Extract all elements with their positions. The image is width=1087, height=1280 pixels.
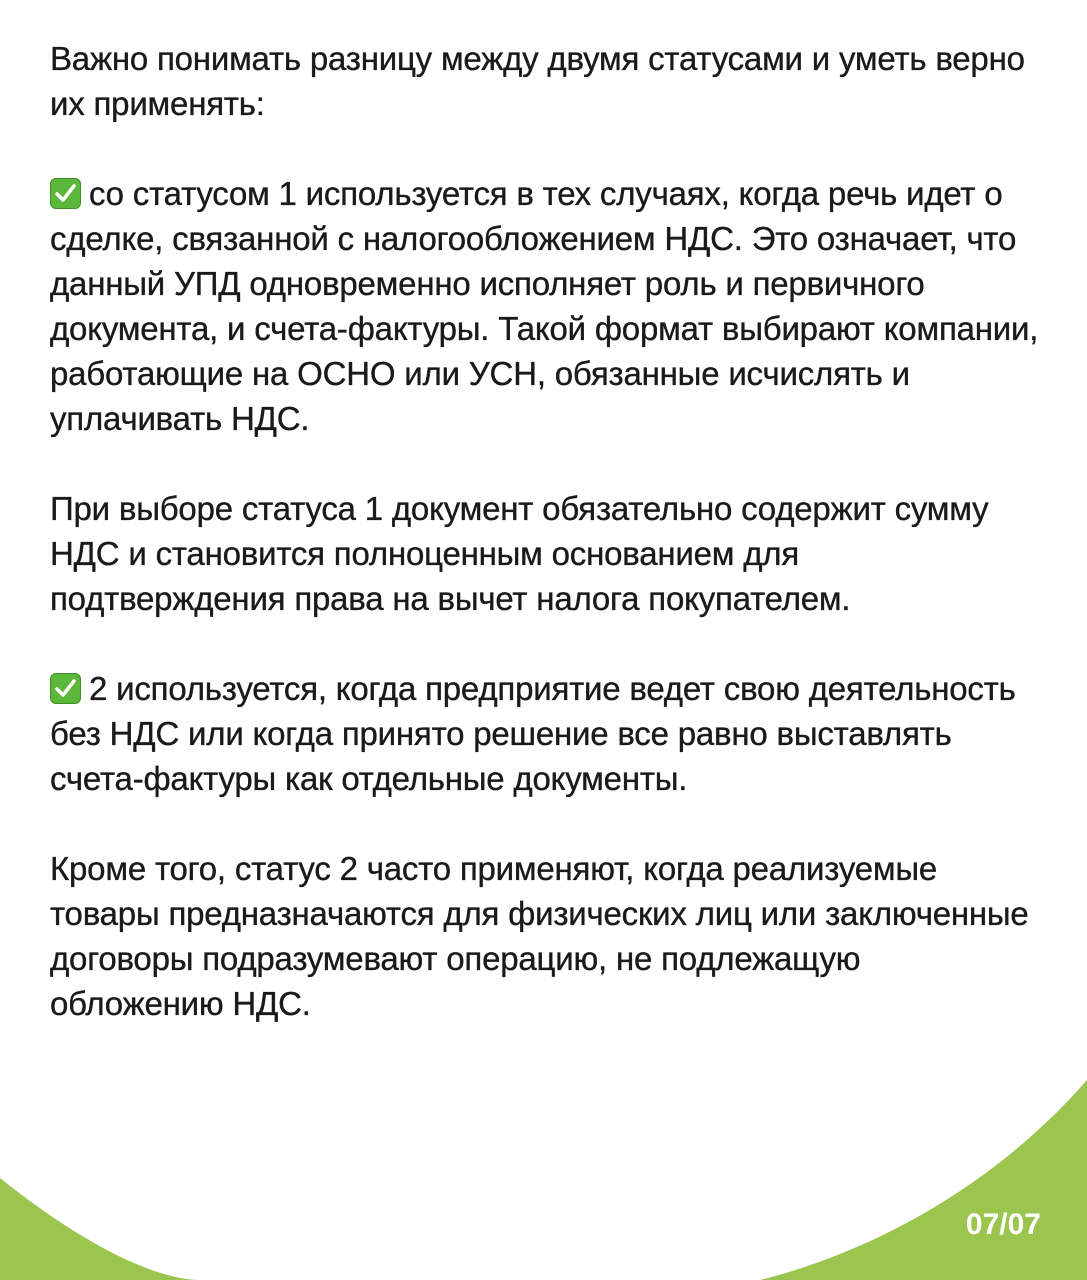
status-1-detail-paragraph: При выборе статуса 1 документ обязательно содержит сумму НДС и становится полноценным основанием для подтверждения права на вычет налога покупателем. xyxy=(50,490,989,617)
status-2-paragraph xyxy=(50,666,1040,801)
status-2-text: 2 используется, когда предприятие ведет свою деятельность без НДС или когда принято решение все равно выставлять счета-фактуры как отдельные документы. xyxy=(50,670,1016,797)
check-mark-button-icon xyxy=(50,178,81,209)
status-2-detail-paragraph: Кроме того, статус 2 часто применяют, когда реализуемые товары предназначаются для физических лиц или заключенные договоры подразумевают операцию, не подлежащую обложению НДС. xyxy=(50,850,1029,1022)
intro-paragraph: Важно понимать разницу между двумя статусами и уметь верно их применять: xyxy=(50,40,1025,122)
status-1-text: со статусом 1 используется в тех случаях, когда речь идет о сделке, связанной с налогообложением НДС. Это означает, что данный УПД одновременно исполняет роль и первичного документа, и счета-фактуры. Такой формат выбирают компании, работающие на ОСНО или УСН, обязанные исчислять и уплачивать НДС. xyxy=(50,175,1039,437)
status-1-paragraph xyxy=(50,171,1040,441)
page-counter: 07/07 xyxy=(965,1208,1041,1241)
check-mark-button-icon xyxy=(50,673,81,704)
article-body xyxy=(50,36,1040,1026)
